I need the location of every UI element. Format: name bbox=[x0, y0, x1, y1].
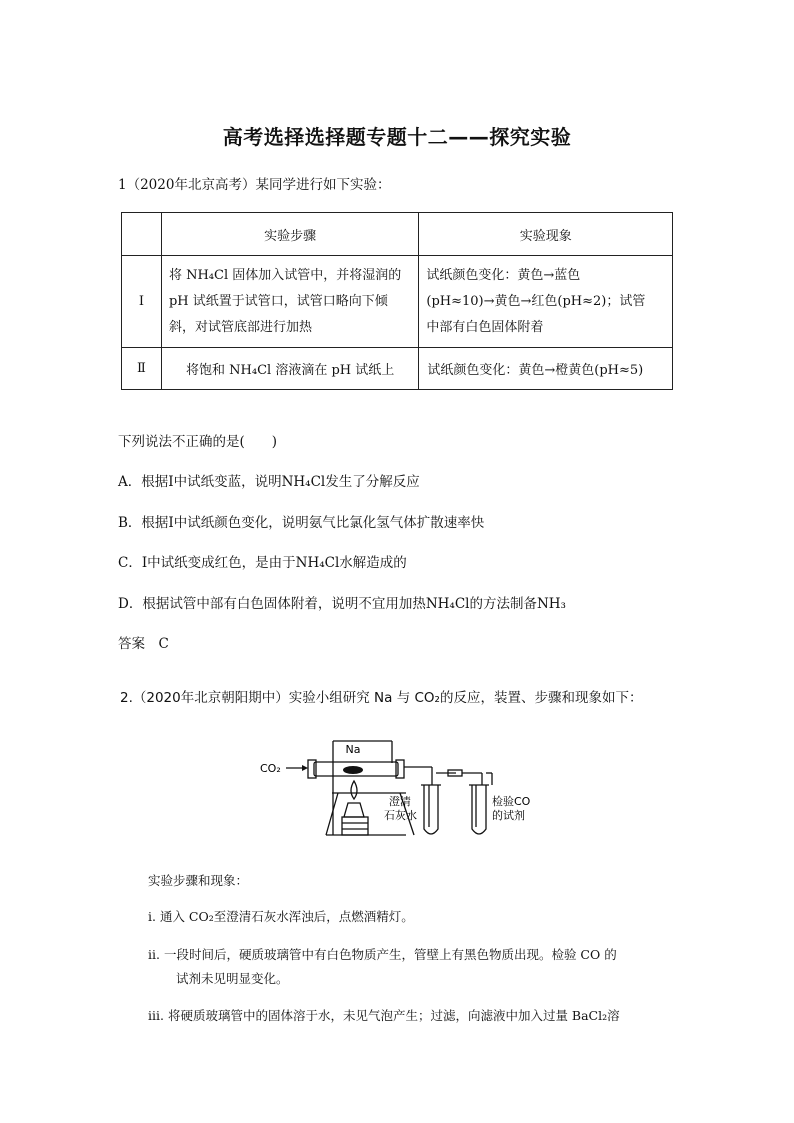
table-header-steps: 实验步骤 bbox=[161, 213, 418, 256]
apparatus-diagram bbox=[256, 733, 556, 843]
steps-title: 实验步骤和现象： bbox=[148, 873, 249, 888]
label-co2: CO₂ bbox=[260, 762, 281, 775]
row-label-1: Ⅰ bbox=[122, 256, 162, 348]
row2-step-cell: 将饱和 NH₄Cl 溶液滴在 pH 试纸上 bbox=[161, 348, 418, 390]
experiment-table bbox=[121, 212, 673, 390]
option-c: C．Ⅰ中试纸变成红色，是由于NH₄Cl水解造成的 bbox=[118, 555, 407, 571]
page-title: 高考选择选择题专题十二——探究实验 bbox=[222, 125, 572, 149]
table-header-observations: 实验现象 bbox=[419, 213, 673, 256]
question-1-intro: 1（2020年北京高考）某同学进行如下实验： bbox=[118, 177, 391, 193]
option-d: D．根据试管中部有白色固体附着，说明不宜用加热NH₄Cl的方法制备NH₃ bbox=[118, 596, 566, 612]
answer-line: 答案 C bbox=[118, 636, 169, 652]
row1-obs-line: 试纸颜色变化：黄色→蓝色 bbox=[426, 267, 581, 283]
row1-observation-cell bbox=[419, 256, 673, 348]
label-co-reagent-2: 的试剂 bbox=[492, 809, 525, 822]
alcohol-lamp bbox=[344, 803, 364, 817]
step-ii-line1: ii. 一段时间后，硬质玻璃管中有白色物质产生，管壁上有黑色物质出现。检验 CO 的 bbox=[148, 947, 617, 962]
label-limewater-2: 石灰水 bbox=[384, 809, 417, 822]
co-test-tube bbox=[472, 785, 486, 834]
option-b: B．根据Ⅰ中试纸颜色变化，说明氨气比氯化氢气体扩散速率快 bbox=[118, 515, 485, 531]
step-ii-line2: 试剂未见明显变化。 bbox=[176, 971, 289, 986]
sodium-sample bbox=[343, 766, 363, 774]
limewater-tube bbox=[424, 785, 438, 834]
row1-step-cell bbox=[161, 256, 418, 348]
row1-obs-line: 中部有白色固体附着 bbox=[426, 319, 544, 335]
table-row bbox=[122, 256, 673, 348]
option-a: A．根据Ⅰ中试纸变蓝，说明NH₄Cl发生了分解反应 bbox=[118, 474, 420, 490]
row-label-2: Ⅱ bbox=[122, 348, 162, 390]
step-i: i. 通入 CO₂至澄清石灰水浑浊后，点燃酒精灯。 bbox=[148, 909, 414, 924]
table-header-row bbox=[122, 213, 673, 256]
question-prompt: 下列说法不正确的是( ) bbox=[118, 434, 278, 450]
row1-step-line: 斜，对试管底部进行加热 bbox=[168, 319, 312, 335]
table-row bbox=[122, 348, 673, 390]
row1-step-line: 将 NH₄Cl 固体加入试管中，并将湿润的 bbox=[168, 267, 402, 283]
table-header-blank bbox=[122, 213, 162, 256]
row1-obs-line: (pH≈10)→黄色→红色(pH≈2)；试管 bbox=[426, 293, 646, 309]
arrow-icon bbox=[302, 765, 308, 771]
label-limewater-1: 澄清 bbox=[389, 795, 411, 808]
wooden-block bbox=[342, 817, 368, 835]
row1-step-line: pH 试纸置于试管口，试管口略向下倾 bbox=[168, 293, 388, 309]
label-na: Na bbox=[345, 743, 361, 756]
question-2-intro: 2.（2020年北京朝阳期中）实验小组研究 Na 与 CO₂的反应，装置、步骤和现象如下： bbox=[120, 690, 643, 706]
row2-observation-cell: 试纸颜色变化：黄色→橙黄色(pH≈5) bbox=[419, 348, 673, 390]
step-iii: iii. 将硬质玻璃管中的固体溶于水，未见气泡产生；过滤，向滤液中加入过量 BaCl₂溶 bbox=[148, 1008, 620, 1023]
label-co-reagent-1: 检验CO bbox=[492, 795, 531, 808]
